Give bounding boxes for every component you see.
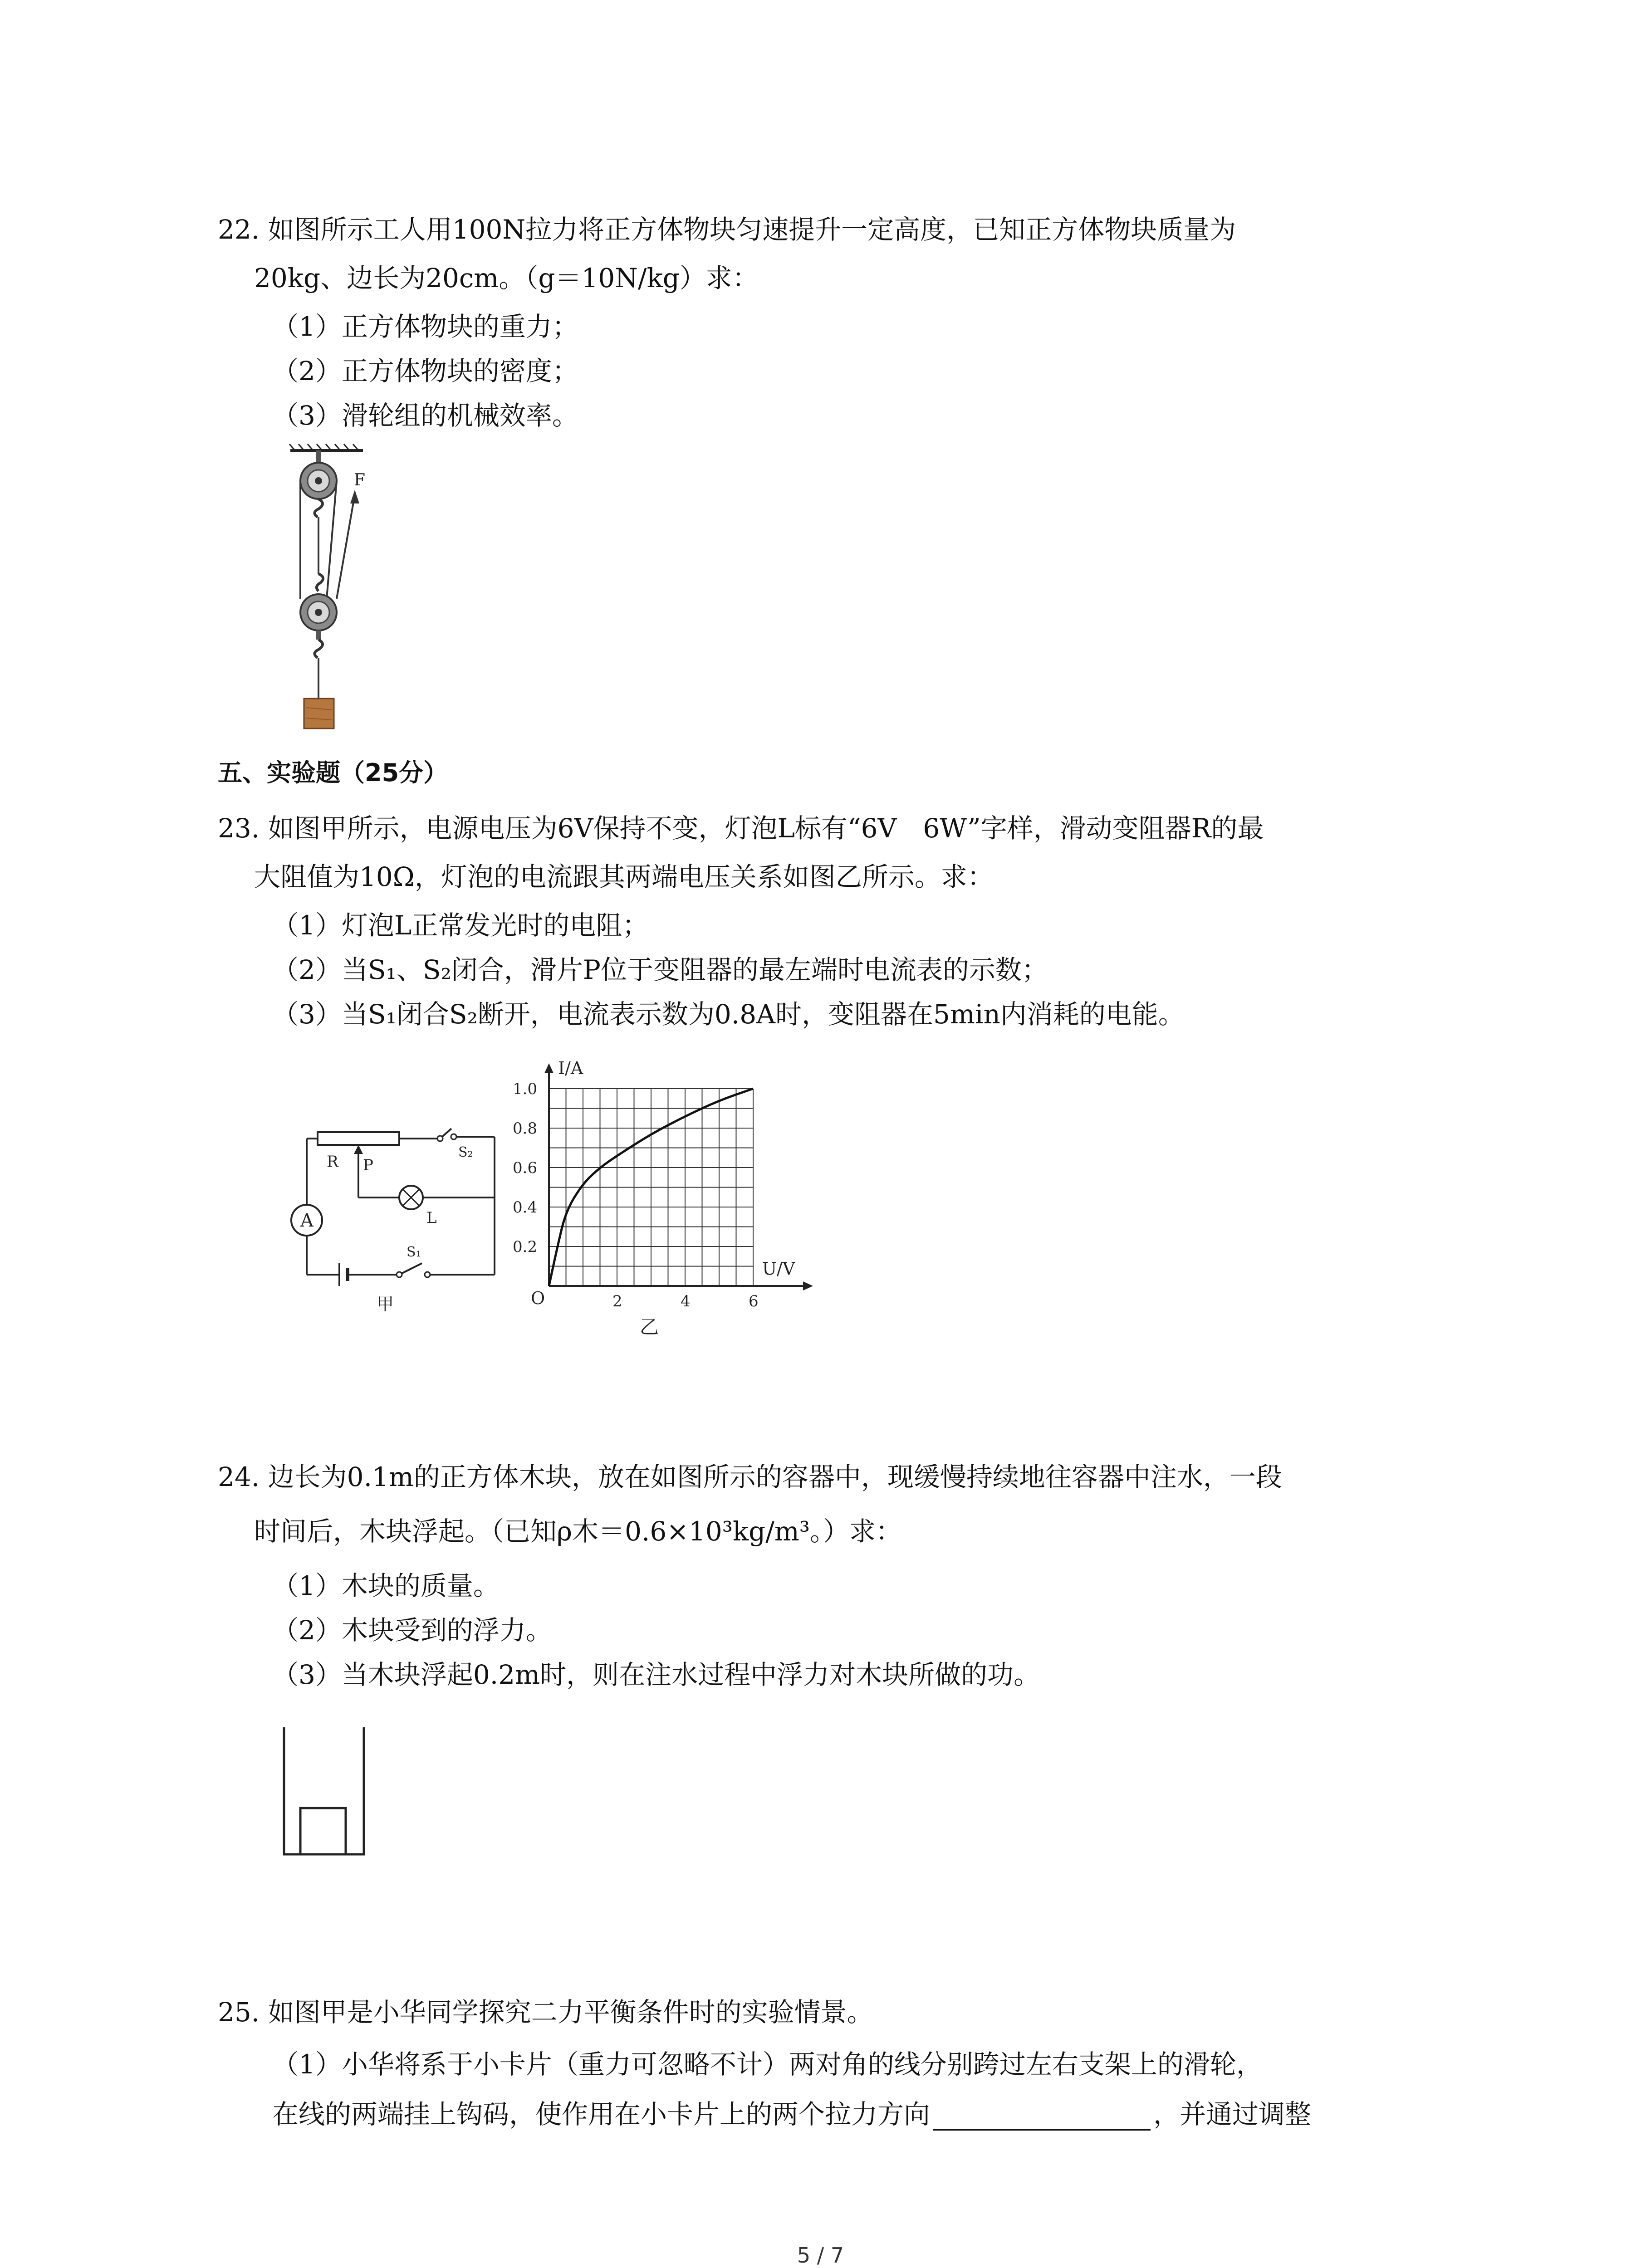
q22-sub-3: （3）滑轮组的机械效率。 <box>272 400 578 431</box>
q25-line-3 <box>272 2098 1311 2131</box>
q23-sub-3: （3）当S₁闭合S₂断开，电流表示数为0.8A时，变阻器在5min内消耗的电能。 <box>272 999 1185 1030</box>
container-figure <box>277 1724 377 1860</box>
y-tick-label: 0.6 <box>513 1159 538 1177</box>
q23-sub-2: （2）当S₁、S₂闭合，滑片P位于变阻器的最左端时电流表的示数； <box>272 954 1048 985</box>
q24-sub-2: （2）木块受到的浮力。 <box>272 1615 552 1646</box>
q22-sub-1: （1）正方体物块的重力； <box>272 311 578 342</box>
y-tick-label: 0.8 <box>513 1119 538 1138</box>
circuit-diagram <box>272 1107 508 1315</box>
graph-origin: O <box>531 1288 545 1308</box>
q25-line-3-tail: ，并通过调整 <box>1153 2099 1312 2130</box>
pulley-system-figure <box>272 442 390 742</box>
x-tick-label: 2 <box>612 1292 622 1310</box>
q25-line-1: 25. 如图甲是小华同学探究二力平衡条件时的实验情景。 <box>218 1997 873 2028</box>
q22-line-2: 20kg、边长为20cm。（g＝10N/kg）求： <box>254 263 759 293</box>
y-tick-label: 0.4 <box>513 1198 538 1217</box>
q23-line-1: 23. 如图甲所示，电源电压为6V保持不变，灯泡L标有“6V 6W”字样，滑动变阻器R的最 <box>218 813 1264 844</box>
q24-line-2: 时间后，木块浮起。（已知ρ木＝0.6×10³kg/m³。）求： <box>254 1516 902 1547</box>
q22-line-1: 22. 如图所示工人用100N拉力将正方体物块匀速提升一定高度，已知正方体物块质量为 <box>218 214 1236 245</box>
answer-blank[interactable] <box>933 2103 1151 2131</box>
x-tick-label: 4 <box>681 1292 691 1310</box>
y-tick-label: 1.0 <box>513 1080 538 1098</box>
x-tick-label: 6 <box>749 1292 759 1310</box>
rheostat-label: R <box>327 1153 338 1171</box>
graph-xlabel: U/V <box>762 1259 795 1279</box>
q25-line-2: （1）小华将系于小卡片（重力可忽略不计）两对角的线分别跨过左右支架上的滑轮， <box>272 2049 1263 2080</box>
q23-line-2: 大阻值为10Ω，灯泡的电流跟其两端电压关系如图乙所示。求： <box>254 861 994 892</box>
section-title: 五、实验题（25分） <box>218 758 448 787</box>
graph-grid <box>549 1089 753 1286</box>
lamp-label: L <box>426 1209 437 1227</box>
q25-line-3-text: 在线的两端挂上钩码，使作用在小卡片上的两个拉力方向 <box>272 2099 931 2130</box>
y-tick-label: 0.2 <box>513 1238 538 1256</box>
q24-sub-3: （3）当木块浮起0.2m时，则在注水过程中浮力对木块所做的功。 <box>272 1659 1040 1690</box>
page-number: 5 / 7 <box>797 2243 844 2268</box>
ammeter-label: A <box>300 1210 314 1231</box>
graph-caption: 乙 <box>640 1316 659 1338</box>
q24-line-1: 24. 边长为0.1m的正方体木块，放在如图所示的容器中，现缓慢持续地往容器中注水，一段 <box>218 1461 1282 1492</box>
switch-s2-label: S₂ <box>458 1144 473 1160</box>
graph-ylabel: I/A <box>558 1058 583 1078</box>
force-label: F <box>354 471 365 489</box>
switch-s1-label: S₁ <box>407 1244 421 1260</box>
circuit-caption: 甲 <box>377 1294 394 1314</box>
slider-label: P <box>363 1156 373 1174</box>
wood-block <box>300 1808 346 1854</box>
q23-sub-1: （1）灯泡L正常发光时的电阻； <box>272 910 649 941</box>
q24-sub-1: （1）木块的质量。 <box>272 1570 500 1601</box>
iv-graph <box>508 1052 826 1343</box>
q22-sub-2: （2）正方体物块的密度； <box>272 356 578 386</box>
